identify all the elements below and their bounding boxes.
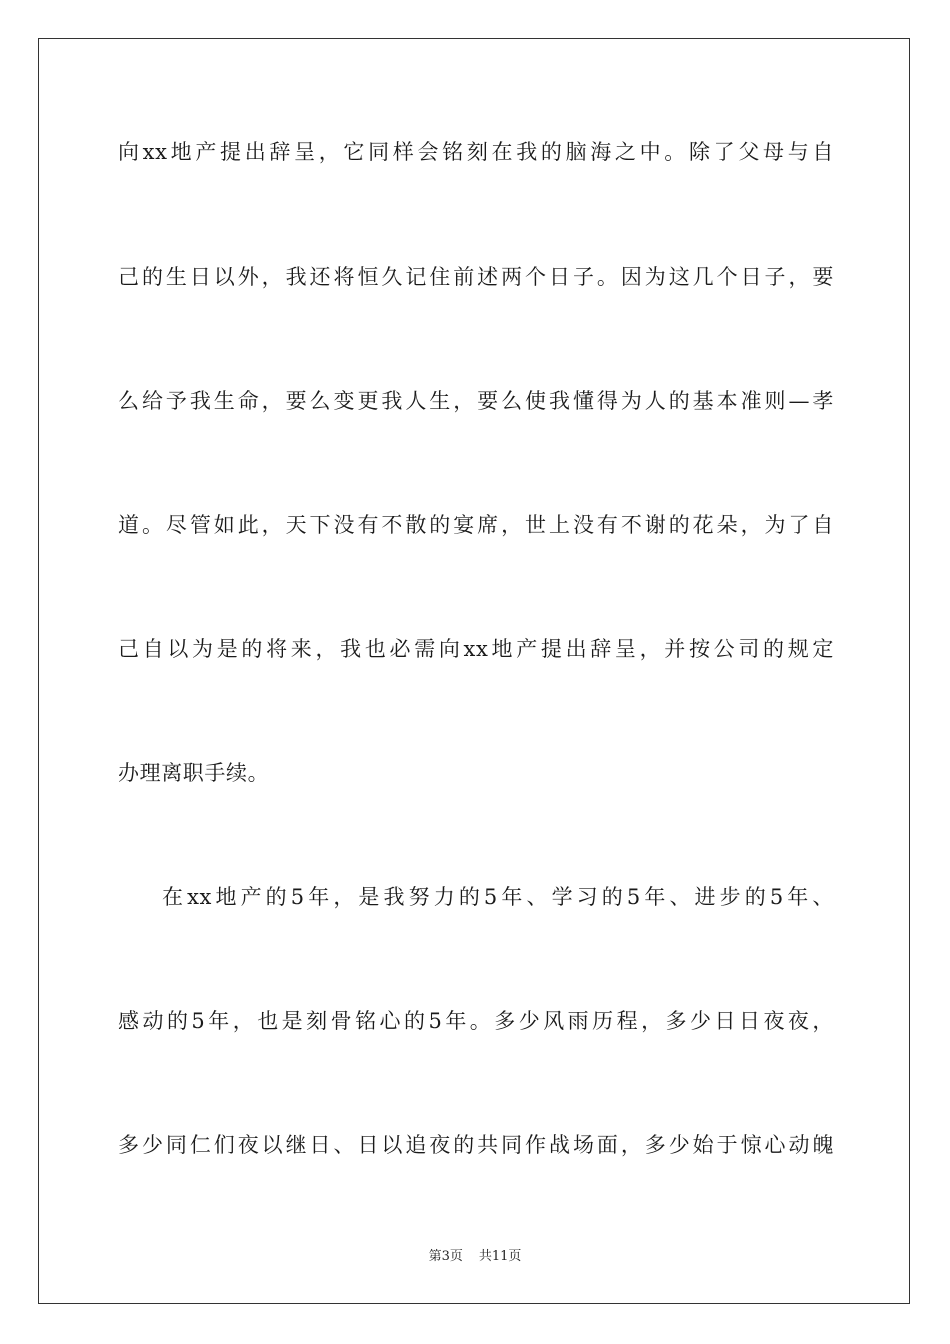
page-border [38, 38, 910, 1304]
text-line: 多少同仁们夜以继日、日以追夜的共同作战场面，多少始于惊心动魄 [118, 1133, 834, 1157]
text-line: 向xx地产提出辞呈，它同样会铭刻在我的脑海之中。除了父母与自 [118, 140, 834, 164]
text-line-last: 办理离职手续。 [118, 761, 270, 785]
page-total: 共11页 [478, 1249, 522, 1264]
page-number: 第3页 [428, 1249, 463, 1264]
page-footer [0, 1248, 950, 1266]
text-line: 感动的5年，也是刻骨铭心的5年。多少风雨历程，多少日日夜夜， [118, 1009, 834, 1033]
text-line: 么给予我生命，要么变更我人生，要么使我懂得为人的基本准则—孝 [118, 389, 834, 413]
paragraph-first-line: 在xx地产的5年，是我努力的5年、学习的5年、进步的5年、 [162, 885, 834, 909]
text-line: 道。尽管如此，天下没有不散的宴席，世上没有不谢的花朵，为了自 [118, 513, 834, 537]
text-line: 己自以为是的将来，我也必需向xx地产提出辞呈，并按公司的规定 [118, 637, 834, 661]
text-line: 己的生日以外，我还将恒久记住前述两个日子。因为这几个日子，要 [118, 265, 834, 289]
